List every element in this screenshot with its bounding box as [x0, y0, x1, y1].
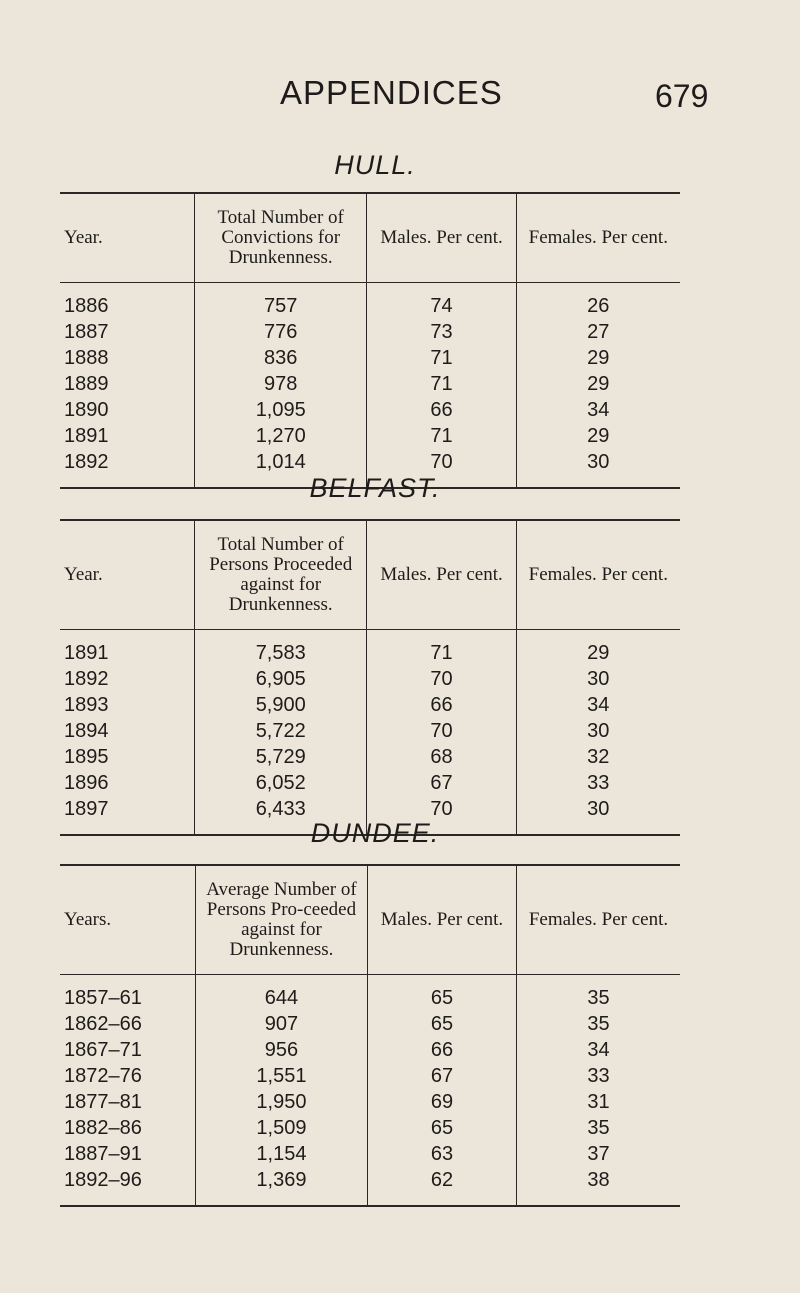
total-cell: 1,551 [195, 1063, 367, 1089]
total-cell: 6,433 [195, 796, 367, 835]
hull-header-row [60, 193, 680, 283]
table-row [60, 975, 680, 1012]
table-row [60, 423, 680, 449]
males-percent-cell: 66 [368, 1037, 517, 1063]
males-percent-cell: 69 [368, 1089, 517, 1115]
females-percent-cell: 29 [516, 345, 680, 371]
total-cell: 6,052 [195, 770, 367, 796]
running-title: APPENDICES [280, 74, 503, 111]
females-percent-cell: 33 [516, 1063, 680, 1089]
year-cell: 1867–71 [64, 1039, 142, 1061]
total-cell: 5,722 [195, 718, 367, 744]
dundee-total-header: Average Number of Persons Pro-ceeded against for Drunkenness. [195, 865, 367, 975]
total-cell: 836 [195, 345, 367, 371]
year-cell: 1890 [64, 399, 109, 421]
year-cell: 1872–76 [64, 1065, 142, 1087]
table-row [60, 319, 680, 345]
total-cell: 978 [195, 371, 367, 397]
belfast-total-header: Total Number of Persons Proceeded against for Drunkenness. [195, 520, 367, 630]
hull-title: HULL. [334, 150, 416, 180]
females-percent-cell: 35 [516, 1115, 680, 1141]
year-cell: 1862–66 [64, 1013, 142, 1035]
females-percent-cell: 30 [516, 449, 680, 488]
males-percent-cell: 67 [368, 1063, 517, 1089]
table-row [60, 630, 680, 667]
females-percent-cell: 35 [516, 975, 680, 1012]
year-cell: 1892–96 [64, 1169, 142, 1191]
year-cell: 1888 [64, 347, 109, 369]
males-percent-cell: 67 [367, 770, 516, 796]
table-row [60, 1063, 680, 1089]
total-cell: 5,900 [195, 692, 367, 718]
total-cell: 5,729 [195, 744, 367, 770]
females-percent-cell: 37 [516, 1141, 680, 1167]
total-cell: 1,154 [195, 1141, 367, 1167]
dundee-title: DUNDEE. [310, 818, 440, 848]
total-cell: 907 [195, 1011, 367, 1037]
page-number: 679 [655, 78, 709, 114]
males-percent-cell: 74 [367, 283, 516, 320]
table-row [60, 744, 680, 770]
males-percent-cell: 65 [368, 975, 517, 1012]
year-cell: 1889 [64, 373, 109, 395]
belfast-table-body [60, 630, 680, 836]
total-cell: 1,369 [195, 1167, 367, 1206]
males-percent-cell: 65 [368, 1115, 517, 1141]
total-cell: 956 [195, 1037, 367, 1063]
males-percent-cell: 68 [367, 744, 516, 770]
females-percent-cell: 30 [516, 796, 680, 835]
hull-year-header: Year. [64, 227, 103, 248]
males-percent-cell: 70 [367, 796, 516, 835]
hull-table-body [60, 283, 680, 489]
year-cell: 1886 [64, 295, 109, 317]
year-cell: 1897 [64, 798, 109, 820]
table-row [60, 345, 680, 371]
year-cell: 1882–86 [64, 1117, 142, 1139]
dundee-table-body [60, 975, 680, 1207]
table-row [60, 1141, 680, 1167]
hull-males-header: Males. Per cent. [367, 193, 516, 283]
table-row [60, 397, 680, 423]
table-row [60, 718, 680, 744]
total-cell: 644 [195, 975, 367, 1012]
total-cell: 1,270 [195, 423, 367, 449]
hull-total-header: Total Number of Convictions for Drunkenness. [195, 193, 367, 283]
year-cell: 1887–91 [64, 1143, 142, 1165]
females-percent-cell: 30 [516, 718, 680, 744]
table-row [60, 1011, 680, 1037]
total-cell: 776 [195, 319, 367, 345]
males-percent-cell: 70 [367, 718, 516, 744]
males-percent-cell: 71 [367, 630, 516, 667]
table-row [60, 666, 680, 692]
males-percent-cell: 73 [367, 319, 516, 345]
total-cell: 7,583 [195, 630, 367, 667]
total-cell: 6,905 [195, 666, 367, 692]
dundee-year-header: Years. [64, 909, 112, 930]
year-cell: 1893 [64, 694, 109, 716]
females-percent-cell: 31 [516, 1089, 680, 1115]
year-cell: 1891 [64, 642, 109, 664]
males-percent-cell: 62 [368, 1167, 517, 1206]
dundee-header-row [60, 865, 680, 975]
females-percent-cell: 29 [516, 371, 680, 397]
females-percent-cell: 26 [516, 283, 680, 320]
females-percent-cell: 35 [516, 1011, 680, 1037]
females-percent-cell: 34 [516, 397, 680, 423]
dundee-table [60, 864, 680, 1207]
table-row [60, 283, 680, 320]
table-row [60, 371, 680, 397]
year-cell: 1896 [64, 772, 109, 794]
year-cell: 1857–61 [64, 987, 142, 1009]
females-percent-cell: 29 [516, 423, 680, 449]
hull-females-header: Females. Per cent. [516, 193, 680, 283]
males-percent-cell: 71 [367, 371, 516, 397]
belfast-males-header: Males. Per cent. [367, 520, 516, 630]
running-head [0, 74, 800, 114]
dundee-males-header: Males. Per cent. [368, 865, 517, 975]
males-percent-cell: 71 [367, 345, 516, 371]
table-row [60, 692, 680, 718]
females-percent-cell: 38 [516, 1167, 680, 1206]
belfast-females-header: Females. Per cent. [516, 520, 680, 630]
table-row [60, 1167, 680, 1206]
females-percent-cell: 29 [516, 630, 680, 667]
year-cell: 1887 [64, 321, 109, 343]
females-percent-cell: 27 [516, 319, 680, 345]
males-percent-cell: 66 [367, 692, 516, 718]
year-cell: 1895 [64, 746, 109, 768]
males-percent-cell: 66 [367, 397, 516, 423]
males-percent-cell: 65 [368, 1011, 517, 1037]
year-cell: 1891 [64, 425, 109, 447]
females-percent-cell: 33 [516, 770, 680, 796]
females-percent-cell: 34 [516, 692, 680, 718]
females-percent-cell: 34 [516, 1037, 680, 1063]
dundee-females-header: Females. Per cent. [516, 865, 680, 975]
total-cell: 1,950 [195, 1089, 367, 1115]
males-percent-cell: 70 [367, 449, 516, 488]
total-cell: 757 [195, 283, 367, 320]
belfast-year-header: Year. [64, 564, 103, 585]
females-percent-cell: 32 [516, 744, 680, 770]
year-cell: 1892 [64, 668, 109, 690]
table-row [60, 1089, 680, 1115]
total-cell: 1,014 [195, 449, 367, 488]
males-percent-cell: 71 [367, 423, 516, 449]
males-percent-cell: 70 [367, 666, 516, 692]
belfast-table [60, 519, 680, 836]
total-cell: 1,509 [195, 1115, 367, 1141]
total-cell: 1,095 [195, 397, 367, 423]
belfast-header-row [60, 520, 680, 630]
table-row [60, 1037, 680, 1063]
table-row [60, 770, 680, 796]
males-percent-cell: 63 [368, 1141, 517, 1167]
females-percent-cell: 30 [516, 666, 680, 692]
year-cell: 1892 [64, 451, 109, 473]
hull-table [60, 192, 680, 489]
year-cell: 1877–81 [64, 1091, 142, 1113]
year-cell: 1894 [64, 720, 109, 742]
belfast-title: BELFAST. [309, 473, 441, 503]
table-row [60, 1115, 680, 1141]
